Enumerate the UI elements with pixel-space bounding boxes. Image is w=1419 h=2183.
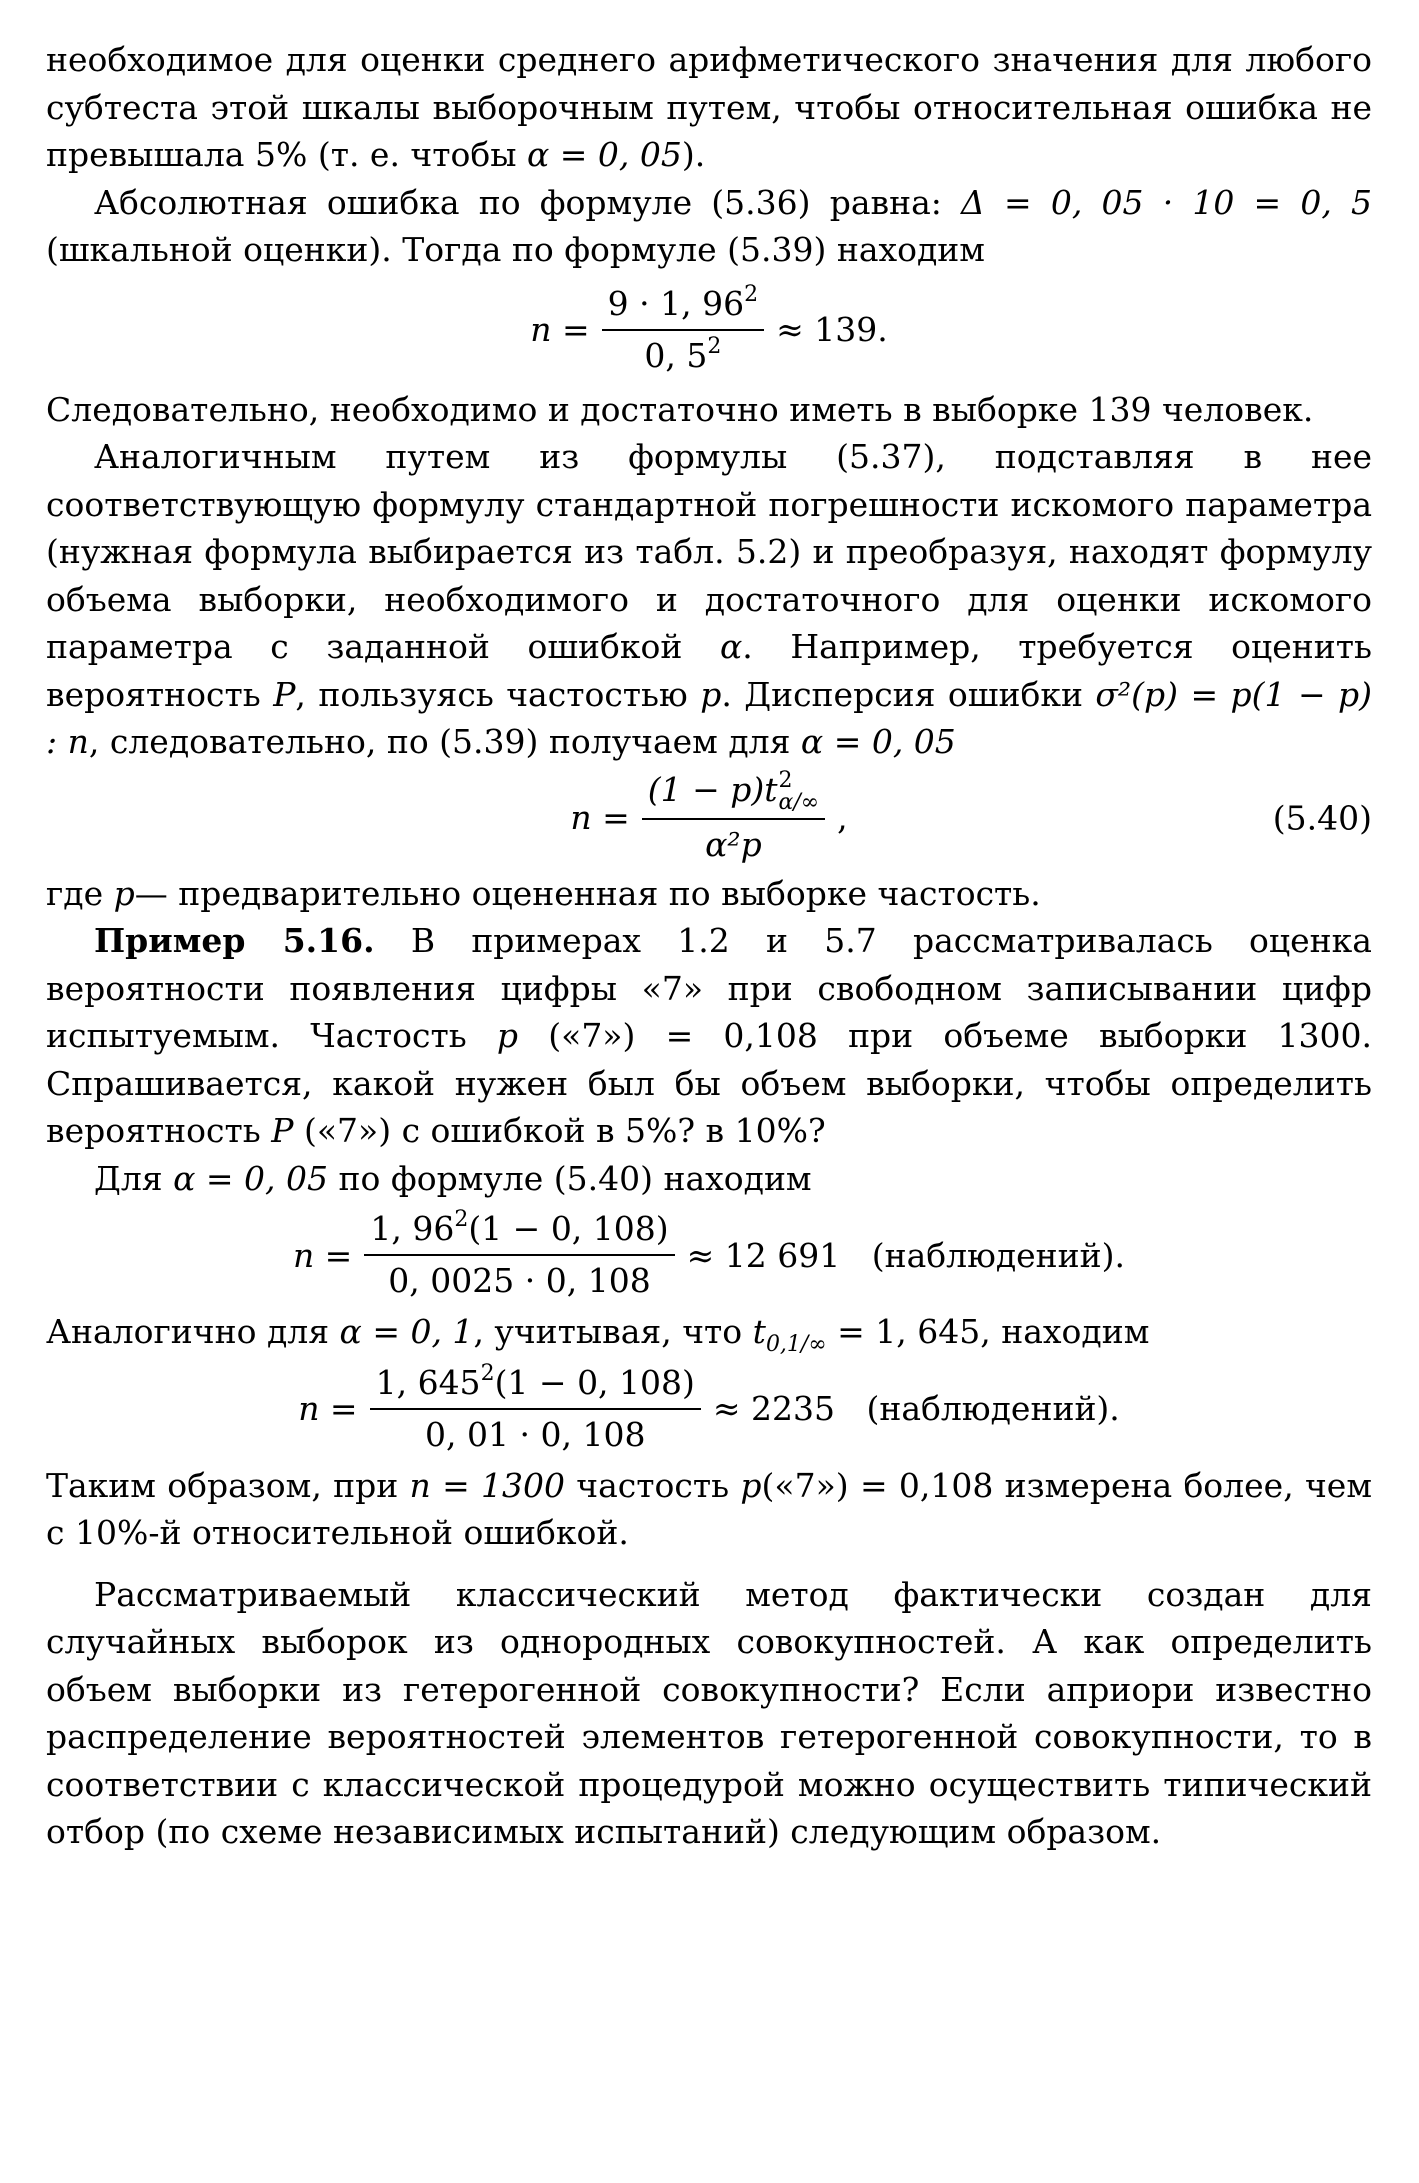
paragraph-alpha-005: Для α = 0, 05 по формуле (5.40) находим	[94, 1158, 812, 1198]
equation-sample-size-139: n = $\frac{9 \cdot 1, 96^2}{0, 5^2}$ ≈ 139.	[530, 281, 888, 375]
fraction: $\frac{1, 645^2(1 - 0, 108)}{0, 01 \cdot 0, 108}$	[370, 1362, 701, 1456]
page	[46, 36, 1372, 1856]
equation-12691: n = $\frac{1, 96^2(1 - 0, 108)}{0, 0025 \cdot 0, 108}$ ≈ 12 691 (наблюдений).	[292, 1207, 1126, 1300]
paragraph-example-5-16: Пример 5.16. В примерах 1.2 и 5.7 рассматривалась оценка вероятности появления цифры «7» при свободном записывании цифр испытуемым. Частость p («7») = 0,108 при объеме выборки 1300. Спрашивается, какой нужен был бы объем выборки, чтобы определить вероятность P («7») с ошибкой в 5%? в 10%?	[46, 921, 1373, 1150]
paragraph-classical-method: Рассматриваемый классический метод фактически создан для случайных выборок из однородных совокупностей. А как определить объем выборки из гетерогенной совокупности? Если априори известно распределение вероятностей элементов гетерогенной совокупности, то в соответствии с классической процедурой можно осуществить типический отбор (по схеме независимых испытаний) следующим образом.	[46, 1574, 1372, 1851]
paragraph-analogous-method: Аналогичным путем из формулы (5.37), подставляя в нее соответствующую формулу стандартной погрешности искомого параметра (нужная формула выбирается из табл. 5.2) и преобразуя, находят формулу объема выборки, необходимого и достаточного для оценки искомого параметра с заданной ошибкой α. Например, требуется оценить вероятность P, пользуясь частостью p. Дисперсия ошибки σ²(p) = p(1 − p) : n, следовательно, по (5.39) получаем для α = 0, 05	[46, 437, 1373, 761]
paragraph-alpha-01: Аналогично для α = 0, 1, учитывая, что $t_{0,1/\infty} = 1$, 645, находим	[46, 1312, 1150, 1357]
paragraph-intro: необходимое для оценки среднего арифметического значения для любого субтеста этой шкалы выборочным путем, чтобы относительная ошибка не превышала 5% (т. е. чтобы α = 0, 05).	[46, 40, 1372, 174]
paragraph-thus: Таким образом, при n = 1300 частость p(«7») = 0,108 измерена более, чем с 10%-й относительной ошибкой.	[46, 1465, 1372, 1552]
fraction: (1 − p)t 2 α/∞ α²p	[642, 769, 825, 866]
fraction: $\frac{9 \cdot 1, 96^2}{0, 5^2}$	[602, 283, 764, 377]
equation-number: (5.40)	[1272, 798, 1372, 837]
equation-5-40: n = (1 − p)t 2 α/∞ α²p , (5.40)	[570, 768, 1372, 864]
paragraph-where-p: где p— предварительно оцененная по выборке частость.	[46, 873, 1041, 913]
fraction: $\frac{1, 96^2(1 - 0, 108)}{0, 0025 \cdot 0, 108}$	[364, 1208, 674, 1302]
example-label: Пример 5.16.	[94, 921, 375, 960]
paragraph-conclusion-139: Следовательно, необходимо и достаточно иметь в выборке 139 человек.	[46, 389, 1314, 429]
equation-2235: n = $\frac{1, 645^2(1 - 0, 108)}{0, 01 \cdot 0, 108}$ ≈ 2235 (наблюдений).	[298, 1360, 1120, 1454]
paragraph-absolute-error: Абсолютная ошибка по формуле (5.36) равна: Δ = 0, 05 · 10 = 0, 5 (шкальной оценки). Тогда по формуле (5.39) находим	[46, 182, 1372, 269]
